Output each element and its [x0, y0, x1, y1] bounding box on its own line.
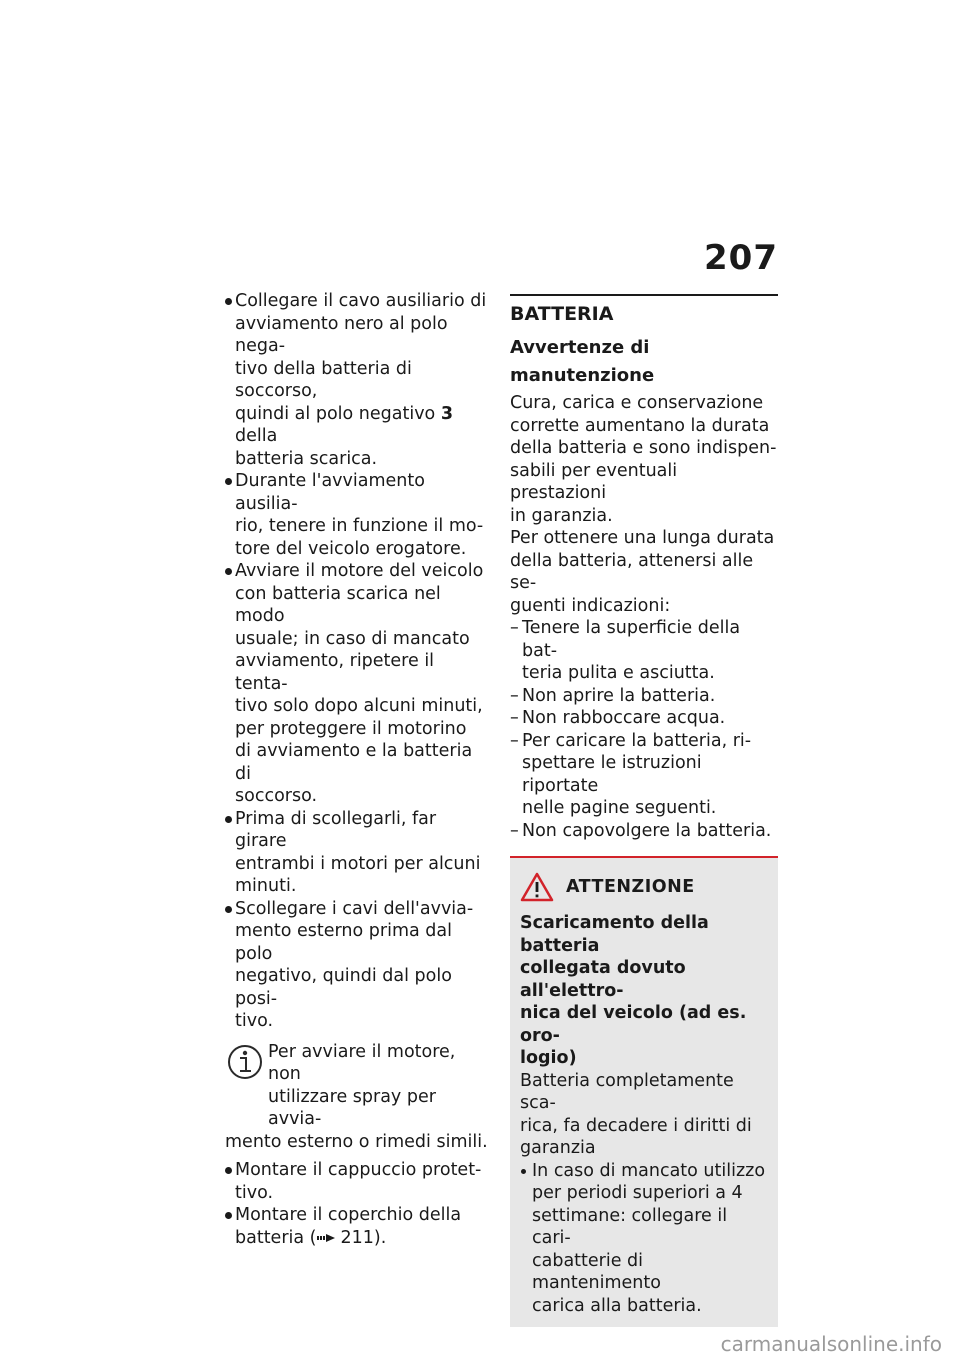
paragraph-2: Per ottenere una lunga durata della batteria, attenersi alle se- guenti indicazioni: [510, 528, 775, 616]
subsection-title: Avvertenze di manutenzione [510, 337, 655, 386]
note-line-2: utilizzare spray per avvia- [268, 1086, 436, 1129]
warning-box [510, 856, 778, 1327]
bullet-dot [225, 298, 232, 305]
dash-item: – Tenere la superficie della bat- teria pulita e asciutta. [510, 618, 741, 683]
left-column [225, 290, 490, 1249]
bullet-dot [225, 816, 232, 823]
bullet-item: Durante l'avviamento ausilia- rio, tenere in funzione il mo- tore del veicolo erogatore. [225, 470, 490, 560]
bullet-item: Montare il coperchio della batteria ( 211). [225, 1204, 490, 1249]
dash-list [510, 617, 778, 842]
left-bullet-list [225, 290, 490, 1033]
warning-label: ATTENZIONE [566, 876, 695, 897]
left-bullet-list-after [225, 1159, 490, 1249]
bullet-dot [225, 1167, 232, 1174]
bullet-dot [225, 906, 232, 913]
page-number: 207 [704, 238, 778, 278]
bullet-item: Collegare il cavo ausiliario di avviamento nero al polo nega- tivo della batteria di soccorso, quindi al polo negativo 3 della batteria scarica. [225, 290, 490, 470]
bullet-item: Prima di scollegarli, far girare entrambi i motori per alcuni minuti. [225, 808, 490, 898]
info-note [225, 1041, 490, 1154]
bullet-item: Montare il cappuccio protet- tivo. [225, 1159, 490, 1204]
bullet-dot [225, 1212, 232, 1219]
watermark: carmanualsonline.info [720, 1332, 942, 1356]
note-line-3: mento esterno o rimedi simili. [225, 1131, 488, 1152]
note-line-1: Per avviare il motore, non [268, 1041, 456, 1084]
bullet-item: Scollegare i cavi dell'avvia- mento esterno prima dal polo negativo, quindi dal polo posi- tivo. [225, 898, 490, 1033]
bullet-item: Avviare il motore del veicolo con batteria scarica nel modo usuale; in caso di mancato avviamento, ripetere il tenta- tivo solo dopo alcuni minuti, per proteggere il motorino di avviamento e la batteria di soccorso. [225, 560, 490, 808]
dash-item: – Non rabboccare acqua. [510, 708, 726, 728]
warning-header [520, 872, 768, 902]
dash-item: – Per caricare la batteria, ri- spettare le istruzioni riportate nelle pagine seguenti. [510, 730, 752, 818]
bullet-dot [521, 1169, 526, 1174]
section-title: BATTERIA [510, 303, 614, 325]
warning-bullet: In caso di mancato utilizzo per periodi superiori a 4 settimane: collegare il cari- cabatterie di mantenimento carica alla batteria. [520, 1160, 768, 1318]
info-icon [225, 1041, 265, 1081]
warning-triangle-icon [520, 872, 554, 902]
bullet-dot [225, 478, 232, 485]
dash-item: – Non aprire la batteria. [510, 685, 716, 706]
dash-item: – Non capovolgere la batteria. [510, 820, 772, 841]
warning-text: Batteria completamente sca- rica, fa decadere i diritti di garanzia [520, 1070, 752, 1158]
section-rule [510, 294, 778, 296]
right-column [510, 294, 778, 1327]
page-ref-link[interactable]: 211 [340, 1227, 374, 1248]
bold-digit-line: quindi al polo negativo 3 della [235, 403, 454, 446]
warning-strong-text: Scaricamento della batteria collegata dovuto all'elettro- nica del veicolo (ad es. oro- logio) [520, 913, 747, 1068]
paragraph-1: Cura, carica e conservazione corrette aumentano la durata della batteria e sono indispen- sabili per eventuali prestazioni in garanzia. [510, 393, 777, 526]
page-ref-arrow-icon [317, 1232, 337, 1244]
bullet-dot [225, 568, 232, 575]
